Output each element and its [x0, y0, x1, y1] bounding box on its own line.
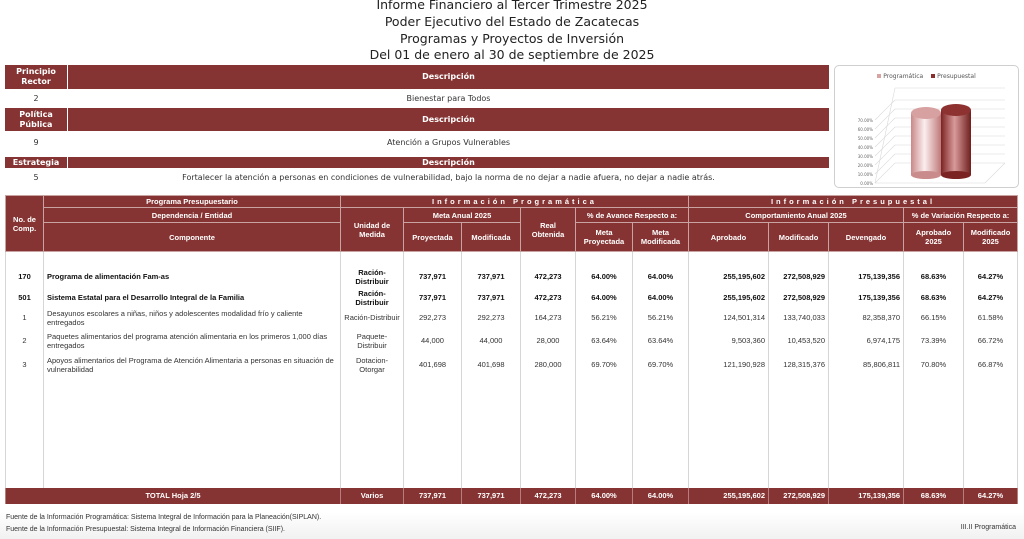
row-var-aprob: 66.15%: [904, 308, 964, 328]
row-no: 501: [6, 288, 44, 308]
principio-desc-header: Descripción: [68, 65, 829, 89]
principio-label-line1: Principio: [16, 67, 56, 76]
svg-text:10.00%: 10.00%: [857, 172, 873, 177]
row-proyectada: 737,971: [404, 266, 462, 288]
row-pct-mod: 64.00%: [633, 266, 689, 288]
row-proyectada: 292,273: [404, 308, 462, 328]
table-row-dependencia: [6, 288, 1018, 308]
row-var-aprob: 73.39%: [904, 328, 964, 354]
svg-text:50.00%: 50.00%: [857, 136, 873, 141]
var-aprob-l2: 2025: [925, 237, 942, 246]
estrategia-description: Fortalecer la atención a personas en condiciones de vulnerabilidad, bajo la norma de no dejar a nadie afuera, no dejar a nadie atrás.: [182, 172, 715, 182]
row-modificada: 737,971: [462, 266, 521, 288]
row-pct-proy: 63.64%: [576, 328, 633, 354]
row-pct-mod: 63.64%: [633, 328, 689, 354]
politica-label-line1: Política: [19, 109, 53, 119]
row-devengado: 175,139,356: [829, 266, 904, 288]
row-no: 3: [6, 354, 44, 376]
row-no: 1: [6, 308, 44, 328]
group-pct-variacion: % de Variación Respecto a:: [904, 208, 1018, 223]
var-aprob-l1: Aprobado: [915, 228, 952, 237]
row-modificado: 272,508,929: [769, 288, 829, 308]
row-desc: Sistema Estatal para el Desarrollo Integral de la Familia: [44, 288, 341, 308]
col-componente: Componente: [44, 223, 341, 252]
section-label: III.II Programática: [960, 524, 1016, 531]
group-programa-presupuestario: Programa Presupuestario: [44, 196, 341, 208]
meta-mod-l2: Modificada: [640, 237, 681, 246]
col-devengado: Devengado: [829, 223, 904, 252]
row-real: 472,273: [521, 266, 576, 288]
total-proyectada: 737,971: [404, 488, 462, 504]
row-pct-proy: 56.21%: [576, 308, 633, 328]
politica-publica-description: Atención a Grupos Vulnerables: [386, 137, 511, 147]
group-info-presupuestal: Información Presupuestal: [689, 196, 1018, 208]
col-unidad-medida: [341, 208, 404, 252]
col-aprobado: Aprobado: [689, 223, 769, 252]
var-mod-l2: 2025: [982, 237, 999, 246]
total-modificado: 272,508,929: [769, 488, 829, 504]
col-dependencia: Dependencia / Entidad: [44, 208, 341, 223]
principio-rector-label: [5, 65, 67, 89]
row-pct-proy: 64.00%: [576, 288, 633, 308]
progress-chart: [834, 65, 1019, 188]
total-real: 472,273: [521, 488, 576, 504]
col-modificada: Modificada: [462, 223, 521, 252]
row-aprobado: 121,190,928: [689, 354, 769, 376]
row-var-aprob: 70.80%: [904, 354, 964, 376]
chart-plot: [835, 66, 1018, 187]
row-modificada: 292,273: [462, 308, 521, 328]
estrategia-desc-header: Descripción: [68, 157, 829, 168]
politica-desc-header: Descripción: [68, 108, 829, 131]
group-comportamiento: Comportamiento Anual 2025: [689, 208, 904, 223]
legend-programatica: Programática: [883, 73, 924, 80]
row-modificado: 128,315,376: [769, 354, 829, 376]
principio-rector-description: Bienestar para Todos: [406, 93, 491, 103]
row-desc: Desayunos escolares a niñas, niños y adolescentes modalidad frío y caliente entregados: [44, 308, 341, 328]
row-real: 472,273: [521, 288, 576, 308]
row-real: 28,000: [521, 328, 576, 354]
row-no: 170: [6, 266, 44, 288]
row-pct-mod: 64.00%: [633, 288, 689, 308]
row-modificado: 10,453,520: [769, 328, 829, 354]
row-unidad: Ración-Distribuir: [341, 288, 404, 308]
principio-label-line2: Rector: [21, 77, 51, 86]
col-real-obtenida: [521, 208, 576, 252]
col-meta-proyectada: [576, 223, 633, 252]
row-modificado: 272,508,929: [769, 266, 829, 288]
source-presupuestal: Fuente de la Información Presupuestal: Sistema Integral de Información Financiera (SIIF).: [6, 526, 285, 533]
row-aprobado: 255,195,602: [689, 288, 769, 308]
row-devengado: 175,139,356: [829, 288, 904, 308]
total-var-aprob: 68.63%: [904, 488, 964, 504]
row-aprobado: 9,503,360: [689, 328, 769, 354]
group-pct-avance: % de Avance Respecto a:: [576, 208, 689, 223]
row-var-mod: 64.27%: [964, 288, 1018, 308]
svg-text:40.00%: 40.00%: [857, 145, 873, 150]
source-programatica: Fuente de la Información Programática: Sistema Integral de Información para la Planeación(SIPLAN).: [6, 514, 322, 521]
report-entity: Poder Ejecutivo del Estado de Zacatecas: [384, 14, 640, 29]
report-title: Informe Financiero al Tercer Trimestre 2025: [376, 0, 648, 12]
total-aprobado: 255,195,602: [689, 488, 769, 504]
row-pct-mod: 69.70%: [633, 354, 689, 376]
col-no-comp: [6, 196, 44, 252]
politica-label-line2: Pública: [19, 119, 53, 129]
total-label: TOTAL Hoja 2/5: [6, 488, 341, 504]
svg-text:0.00%: 0.00%: [860, 181, 873, 186]
row-real: 164,273: [521, 308, 576, 328]
row-proyectada: 737,971: [404, 288, 462, 308]
total-pct-mod: 64.00%: [633, 488, 689, 504]
table-row-componente: [6, 308, 1018, 328]
col-meta-modificada: [633, 223, 689, 252]
row-real: 280,000: [521, 354, 576, 376]
row-desc: Programa de alimentación Fam-as: [44, 266, 341, 288]
total-var-mod: 64.27%: [964, 488, 1018, 504]
meta-mod-l1: Meta: [651, 228, 670, 237]
row-devengado: 85,806,811: [829, 354, 904, 376]
programs-table: [5, 195, 1018, 504]
row-pct-proy: 69.70%: [576, 354, 633, 376]
row-unidad: Ración-Distribuir: [341, 308, 404, 328]
estrategia-label: Estrategia: [5, 157, 67, 168]
row-modificada: 44,000: [462, 328, 521, 354]
no-comp-l2: Comp.: [12, 223, 37, 233]
row-modificado: 133,740,033: [769, 308, 829, 328]
real-l1: Real: [540, 220, 556, 230]
col-var-modificado: [964, 223, 1018, 252]
row-var-mod: 66.72%: [964, 328, 1018, 354]
meta-proy-l1: Meta: [595, 228, 613, 237]
table-row-componente: [6, 328, 1018, 354]
svg-text:60.00%: 60.00%: [857, 127, 873, 132]
row-modificada: 737,971: [462, 288, 521, 308]
row-proyectada: 44,000: [404, 328, 462, 354]
unidad-l2: Medida: [359, 229, 385, 239]
col-modificado: Modificado: [769, 223, 829, 252]
row-pct-proy: 64.00%: [576, 266, 633, 288]
table-row-programa: [6, 266, 1018, 288]
col-var-aprobado: [904, 223, 964, 252]
no-comp-l1: No. de: [13, 214, 36, 224]
svg-text:30.00%: 30.00%: [857, 154, 873, 159]
row-var-mod: 66.87%: [964, 354, 1018, 376]
report-subject: Programas y Proyectos de Inversión: [399, 31, 625, 46]
meta-proy-l2: Proyectada: [583, 237, 625, 246]
row-desc: Apoyos alimentarios del Programa de Atención Alimentaria a personas en situación de vulnerabilidad: [44, 354, 341, 376]
row-unidad: Dotacion-Otorgar: [341, 354, 404, 376]
svg-text:70.00%: 70.00%: [857, 118, 873, 123]
report-period: Del 01 de enero al 30 de septiembre de 2025: [369, 47, 655, 62]
row-aprobado: 255,195,602: [689, 266, 769, 288]
row-var-mod: 64.27%: [964, 266, 1018, 288]
row-desc: Paquetes alimentarios del programa atención alimentaria en los primeros 1,000 días entregados: [44, 328, 341, 354]
row-aprobado: 124,501,314: [689, 308, 769, 328]
row-var-mod: 61.58%: [964, 308, 1018, 328]
table-row-componente: [6, 354, 1018, 376]
row-devengado: 6,974,175: [829, 328, 904, 354]
real-l2: Obtenida: [531, 229, 565, 239]
legend-presupuestal: Presupuestal: [937, 73, 976, 80]
total-pct-proy: 64.00%: [576, 488, 633, 504]
row-var-aprob: 68.63%: [904, 266, 964, 288]
row-var-aprob: 68.63%: [904, 288, 964, 308]
var-mod-l1: Modificado: [970, 228, 1011, 237]
principio-rector-value: 2: [33, 93, 39, 103]
total-unidad: Varios: [341, 488, 404, 504]
group-meta-anual: Meta Anual 2025: [404, 208, 521, 223]
row-no: 2: [6, 328, 44, 354]
row-modificada: 401,698: [462, 354, 521, 376]
row-unidad: Paquete-Distribuir: [341, 328, 404, 354]
total-modificada: 737,971: [462, 488, 521, 504]
politica-publica-label: [5, 108, 67, 131]
row-devengado: 82,358,370: [829, 308, 904, 328]
row-proyectada: 401,698: [404, 354, 462, 376]
row-pct-mod: 56.21%: [633, 308, 689, 328]
table-row-total: [6, 488, 1018, 504]
row-unidad: Ración-Distribuir: [341, 266, 404, 288]
estrategia-value: 5: [33, 172, 39, 182]
svg-text:20.00%: 20.00%: [857, 163, 873, 168]
total-devengado: 175,139,356: [829, 488, 904, 504]
politica-publica-value: 9: [33, 137, 39, 147]
col-proyectada: Proyectada: [404, 223, 462, 252]
unidad-l1: Unidad de: [353, 220, 391, 230]
group-info-programatica: Información Programática: [341, 196, 689, 208]
